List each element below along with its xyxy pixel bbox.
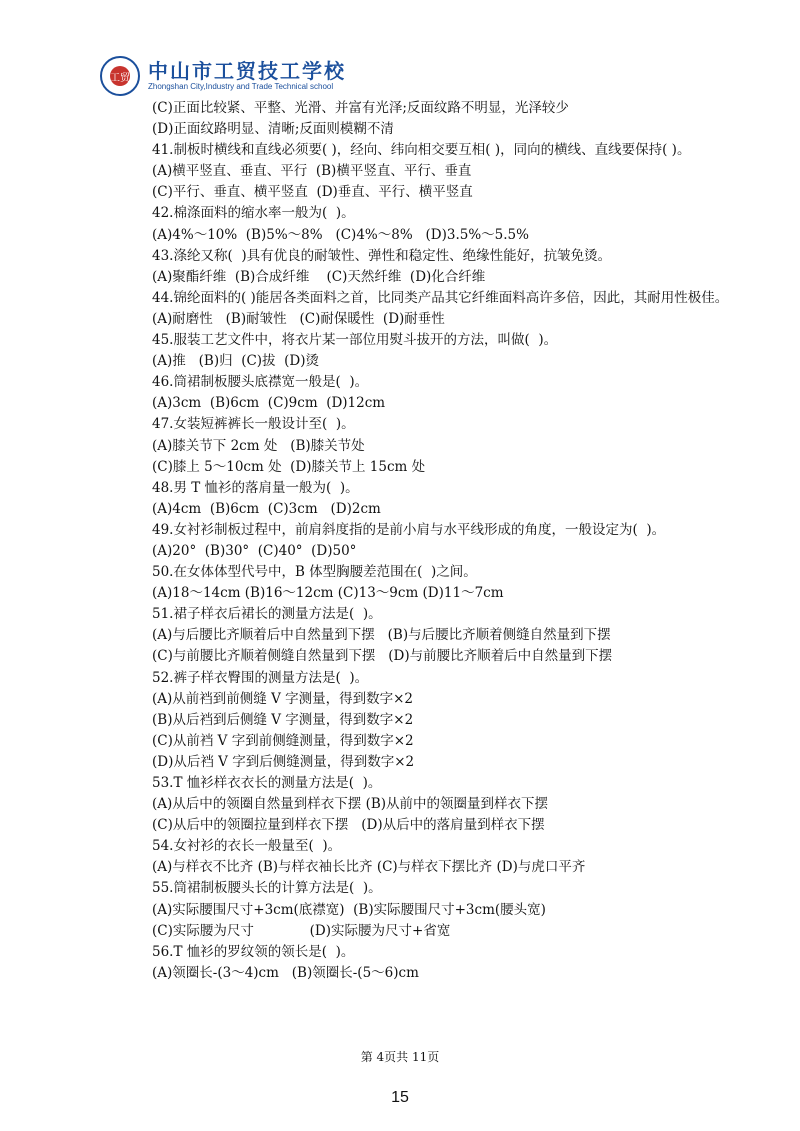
text-line: (B)从后裆到后侧缝 V 字测量，得到数字×2 (152, 711, 414, 728)
question-51: 51.裙子样衣后裙长的测量方法是( )。 (152, 606, 382, 623)
text-line: (A)耐磨性 (B)耐皱性 (C)耐保暖性 (D)耐垂性 (152, 310, 445, 327)
text-line: (A)实际腰围尺寸+3cm(底襟宽) (B)实际腰围尺寸+3cm(腰头宽) (152, 901, 546, 918)
text-line: (C)从后中的领圈拉量到样衣下摆 (D)从后中的落肩量到样衣下摆 (152, 817, 545, 834)
text-line: (C)从前裆 V 字到前侧缝测量，得到数字×2 (152, 732, 414, 749)
text-line: (D)正面纹路明显、清晰;反面则模糊不清 (152, 121, 394, 138)
question-list (152, 98, 752, 984)
question-45: 45.服装工艺文件中，将衣片某一部位用熨斗拔开的方法，叫做( )。 (152, 332, 558, 349)
question-55: 55.筒裙制板腰头长的计算方法是( )。 (152, 880, 382, 897)
text-line: (C)实际腰为尺寸 (D)实际腰为尺寸+省宽 (152, 922, 451, 939)
school-name-cn: 中山市工贸技工学校 (148, 59, 346, 83)
text-line: (A)4cm (B)6cm (C)3cm (D)2cm (152, 500, 381, 517)
text-line: (C)平行、垂直、横平竖直 (D)垂直、平行、横平竖直 (152, 184, 473, 201)
logo-emblem: 工贸 (110, 66, 130, 86)
question-46: 46.筒裙制板腰头底襟宽一般是( )。 (152, 374, 369, 391)
text-line: (A)推 (B)归 (C)拔 (D)烫 (152, 353, 319, 370)
text-line: (A)18～14cm (B)16～12cm (C)13～9cm (D)11～7cm (152, 585, 504, 602)
question-48: 48.男 T 恤衫的落肩量一般为( )。 (152, 479, 359, 496)
question-49: 49.女衬衫制板过程中，前肩斜度指的是前小肩与水平线形成的角度，一般设定为( )。 (152, 521, 666, 538)
question-53: 53.T 恤衫样衣衣长的测量方法是( )。 (152, 775, 382, 791)
text-line: (A)20° (B)30° (C)40° (D)50° (152, 542, 357, 559)
school-logo (100, 56, 140, 96)
question-42: 42.棉涤面料的缩水率一般为( )。 (152, 205, 355, 222)
question-47: 47.女装短裤裤长一般设计至( )。 (152, 416, 355, 433)
question-50: 50.在女体体型代号中，B 体型胸腰差范围在( )之间。 (152, 564, 477, 581)
text-line: (A)3cm (B)6cm (C)9cm (D)12cm (152, 395, 386, 412)
school-name-en: Zhongshan City,Industry and Trade Technical school (148, 82, 334, 91)
question-54: 54.女衬衫的衣长一般量至( )。 (152, 838, 342, 855)
text-line: (C)与前腰比齐顺着侧缝自然量到下摆 (D)与前腰比齐顺着后中自然量到下摆 (152, 648, 613, 665)
text-line: (A)膝关节下 2cm 处 (B)膝关节处 (152, 437, 365, 454)
question-56: 56.T 恤衫的罗纹领的领长是( )。 (152, 943, 355, 960)
text-line: (A)领圈长-(3～4)cm (B)领圈长-(5～6)cm (152, 964, 419, 981)
question-41: 41.制板时横线和直线必须要( )，经向、纬向相交要互相( )，同向的横线、直线要保持( )。 (152, 142, 691, 159)
question-43: 43.涤纶又称( )具有优良的耐皱性、弹性和稳定性、绝缘性能好，抗皱免烫。 (152, 247, 612, 264)
page-number: 15 (391, 1089, 409, 1106)
school-name (148, 60, 346, 92)
text-line: (A)从前裆到前侧缝 V 字测量，得到数字×2 (152, 690, 414, 707)
page-indicator: 第 4页共 11页 (360, 1050, 440, 1064)
header (100, 54, 346, 98)
question-52: 52.裤子样衣臀围的测量方法是( )。 (152, 669, 369, 686)
text-line: (A)4%～10% (B)5%～8% (C)4%～8% (D)3.5%～5.5% (152, 226, 529, 243)
text-line: (D)从后裆 V 字到后侧缝测量，得到数字×2 (152, 753, 415, 770)
text-line: (C)膝上 5～10cm 处 (D)膝关节上 15cm 处 (152, 458, 426, 475)
text-line: (A)聚酯纤维 (B)合成纤维 (C)天然纤维 (D)化合纤维 (152, 268, 486, 285)
text-line: (A)与样衣不比齐 (B)与样衣袖长比齐 (C)与样衣下摆比齐 (D)与虎口平齐 (152, 859, 586, 876)
text-line: (A)横平竖直、垂直、平行 (B)横平竖直、平行、垂直 (152, 163, 472, 180)
question-44: 44.锦纶面料的( )能居各类面料之首，比同类产品其它纤维面料高许多倍，因此，其耐用性极佳。 (152, 289, 729, 306)
text-line: (A)从后中的领圈自然量到样衣下摆 (B)从前中的领圈量到样衣下摆 (152, 796, 549, 813)
text-line: (C)正面比较紧、平整、光滑、并富有光泽;反面纹路不明显，光泽较少 (152, 100, 569, 116)
text-line: (A)与后腰比齐顺着后中自然量到下摆 (B)与后腰比齐顺着侧缝自然量到下摆 (152, 627, 611, 644)
